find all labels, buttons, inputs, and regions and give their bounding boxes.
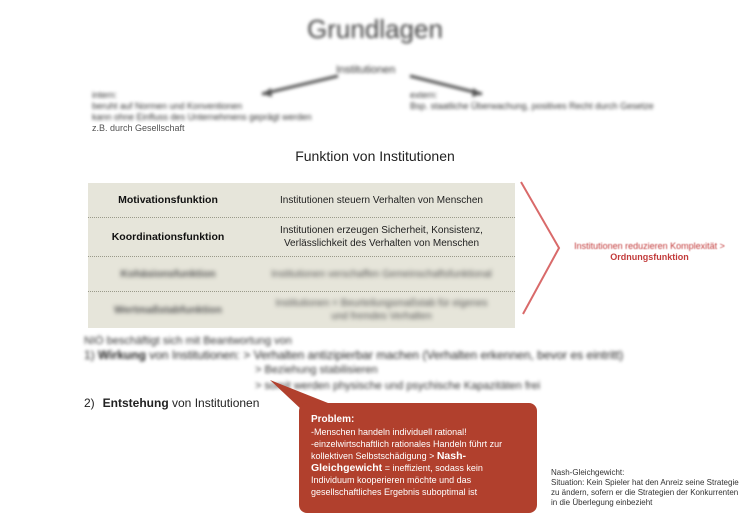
problem-line: -einzelwirtschaftlich rationales Handeln führt zur kollektiven Selbstschädigung > Nash-Gleichgewicht = ineffizient, sodass kein Individuum kooperieren möchte und das gesellschaftliches Ergebnis suboptimal ist [311,439,503,497]
institutionen-label: Institutionen [336,64,396,76]
table-row [88,217,515,256]
nash-title: Nash-Gleichgewicht: [551,468,625,477]
noe-intro: NIÖ beschäftigt sich mit Beantwortung von [84,335,292,347]
sub-point: > somit werden physische und psychische Kapazitäten frei [255,380,541,392]
sub-point: > Beziehung stabilisieren [255,364,378,376]
problem-callout [299,403,537,513]
functions-table [88,183,515,328]
table-row [88,256,515,291]
item-text: von Institutionen: > Verhalten antizipierbar machen (Verhalten erkennen, bevor es eintritt) [145,348,624,362]
nash-keyword: Nash-Gleichgewicht [311,450,467,474]
function-name: Wertmaßstabfunktion [114,304,222,316]
function-name: Kohäsionsfunktion [120,268,216,280]
table-row [88,183,515,217]
section-subtitle: Funktion von Institutionen [295,148,455,164]
list-item-entstehung [84,396,259,410]
problem-title: Problem: [311,414,355,425]
table-row [88,291,515,328]
page-title: Grundlagen [307,14,443,44]
ordnungsfunktion-note [562,241,737,263]
function-desc: Institutionen steuern Verhalten von Menschen [280,194,483,206]
list-item-wirkung [84,348,623,362]
item-keyword: Wirkung [98,348,146,362]
right-notes [410,90,654,112]
item-number: 1) [84,348,95,362]
item-number: 2) [84,396,95,410]
item-keyword: Entstehung [102,396,169,410]
right-note-line: Bsp. staatliche Überwachung, positives Recht durch Gesetze [410,101,654,111]
left-note-line: kann ohne Einfluss des Unternehmens geprägt werden [92,112,312,122]
left-notes [92,90,312,134]
bracket-icon [515,180,563,320]
function-desc: Institutionen verschaffen Gemeinschaftsfunktional [271,268,492,280]
function-name: Motivationsfunktion [118,194,218,206]
nash-definition [551,468,746,508]
ordnung-line2: Ordnungsfunktion [610,252,689,262]
function-name: Koordinationsfunktion [111,231,225,243]
function-desc: Institutionen erzeugen Sicherheit, Konsistenz, Verlässlichkeit des Verhalten von Menschen [280,225,483,249]
left-note-line: z.B. durch Gesellschaft [92,123,185,133]
right-note-line: extern: [410,90,438,100]
problem-line: -Menschen handeln individuell rational! [311,427,467,437]
left-note-line: intern: [92,90,118,100]
ordnung-line1: Institutionen reduzieren Komplexität > [574,241,725,251]
left-note-line: beruht auf Normen und Konventionen [92,101,243,111]
function-desc: Institutionen = Beurteilungsmaßstab für eigenes und fremdes Verhalten [275,298,488,322]
nash-body: Situation: Kein Spieler hat den Anreiz seine Strategie zu ändern, sofern er die Strategien der Konkurrenten in die Überlegung einbezieht [551,478,739,507]
item-text: von Institutionen [168,396,260,410]
